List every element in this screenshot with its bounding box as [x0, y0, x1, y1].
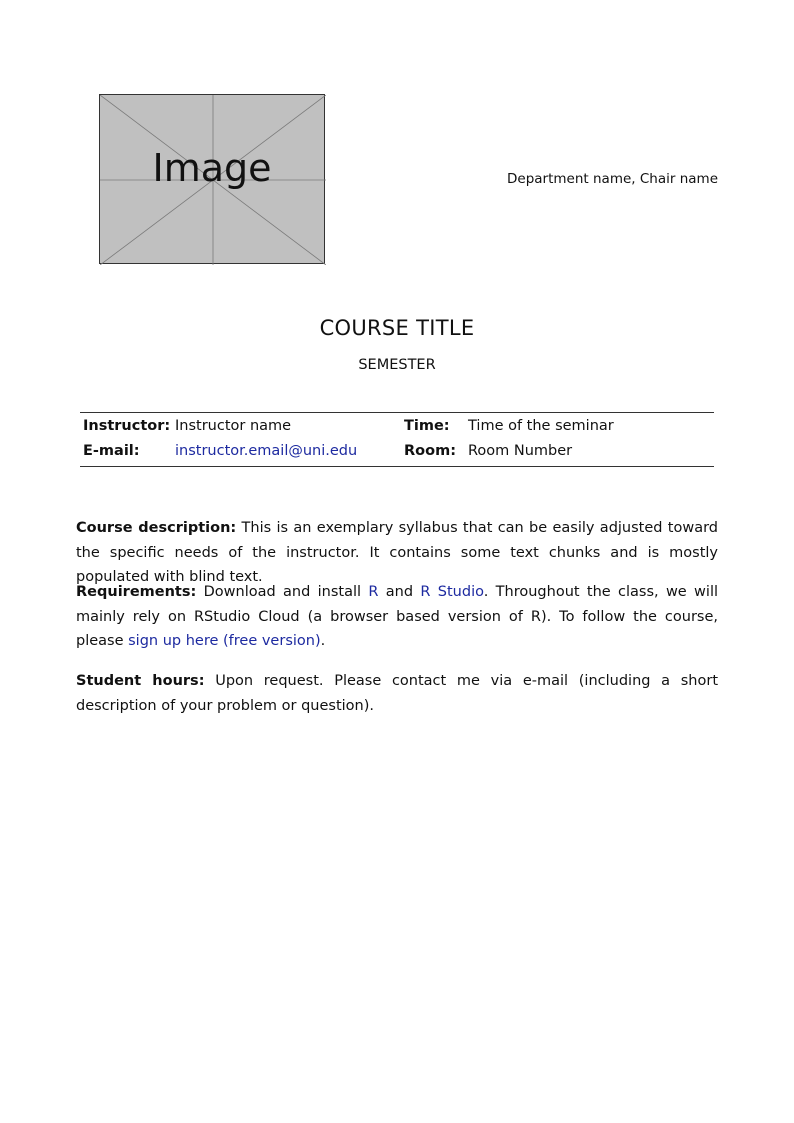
- instructor-name: Instructor name: [175, 418, 292, 434]
- room-number: Room Number: [468, 443, 573, 459]
- course-description-label: Course description:: [76, 520, 237, 536]
- room-label: Room:: [404, 443, 456, 459]
- placeholder-label: Image: [152, 146, 272, 190]
- email-label: E-mail:: [83, 443, 140, 459]
- requirements-text-2: and: [385, 584, 414, 600]
- signup-link[interactable]: sign up here (free version): [128, 633, 321, 649]
- instructor-label: Instructor:: [83, 418, 171, 434]
- course-title: COURSE TITLE: [319, 316, 475, 340]
- course-info-table: [80, 412, 714, 467]
- course-description-text: This is an exemplary syllabus that can be easily adjusted toward the specific needs of the instructor. It contains some text chunks and is mostly populated with blind text.: [76, 520, 719, 585]
- seminar-time: Time of the seminar: [468, 418, 614, 434]
- requirements: [76, 580, 718, 654]
- semester: SEMESTER: [358, 357, 436, 373]
- image-placeholder: [99, 94, 325, 264]
- requirements-text-4: .: [320, 633, 326, 649]
- course-description: [76, 516, 718, 590]
- instructor-email-link[interactable]: instructor.email@uni.edu: [175, 443, 358, 459]
- requirements-text-1: Download and install: [203, 584, 362, 600]
- department-name: Department name, Chair name: [507, 171, 718, 187]
- student-hours-text: Upon request. Please contact me via e-mail (including a short description of your problem or question).: [76, 673, 719, 714]
- student-hours-label: Student hours:: [76, 673, 205, 689]
- requirements-text-3: . Throughout the class, we will mainly rely on RStudio Cloud (a browser based version of R). To follow the course, please: [76, 584, 718, 649]
- requirements-label: Requirements:: [76, 584, 197, 600]
- time-label: Time:: [404, 418, 450, 434]
- student-hours: [76, 669, 718, 718]
- rstudio-link[interactable]: R Studio: [420, 584, 484, 600]
- r-link[interactable]: R: [368, 584, 379, 600]
